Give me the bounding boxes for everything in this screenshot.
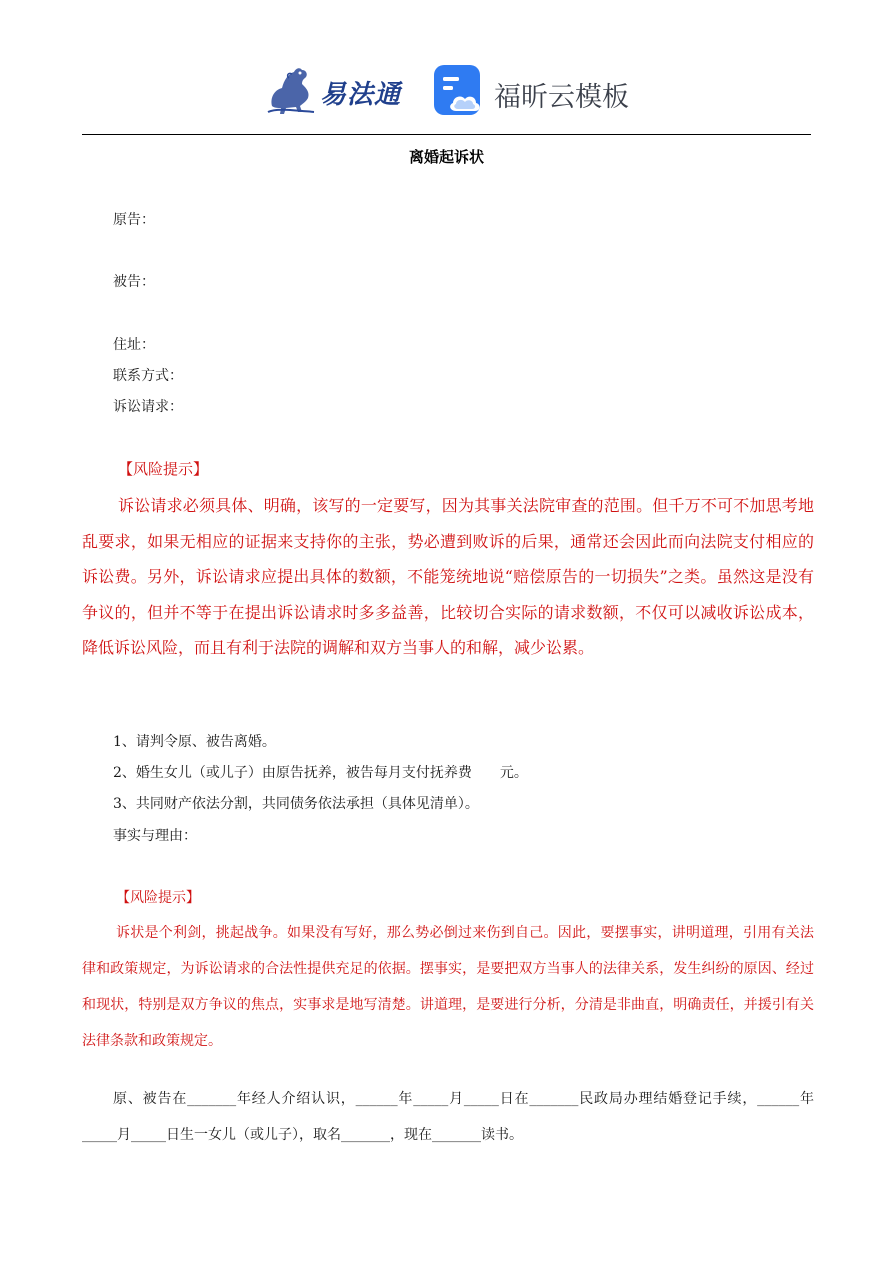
- facts-paragraph: 原、被告在_______年经人介绍认识，______年_____月_____日在_______民政局办理结婚登记手续，______年_____月_____日生一女儿（或儿子），取名_______，现在_______读书。: [82, 1091, 814, 1143]
- yifatong-logo: [262, 62, 417, 118]
- claim-item: 2、婚生女儿（或儿子）由原告抚养，被告每月支付抚养费 元。: [113, 765, 528, 781]
- risk-tip-body: 诉讼请求必须具体、明确，该写的一定要写，因为其事关法院审查的范围。但千万不可不加思考地乱要求，如果无相应的证据来支持你的主张，势必遭到败诉的后果，通常还会因此而向法院支付相应的诉讼费。另外，诉讼请求应提出具体的数额，不能笼统地说“赔偿原告的一切损失”之类。虽然这是没有争议的，但并不等于在提出诉讼请求时多多益善，比较切合实际的请求数额，不仅可以减收诉讼成本，降低诉讼风险，而且有利于法院的调解和双方当事人的和解，减少讼累。: [82, 496, 814, 657]
- claim-item: 1、请判令原、被告离婚。: [113, 734, 276, 750]
- risk-tip-heading: 【风险提示】: [118, 460, 209, 478]
- address-label: 住址：: [113, 337, 155, 353]
- claims-label: 诉讼请求：: [113, 399, 183, 415]
- document-title: 离婚起诉状: [408, 148, 484, 166]
- claim-item: 3、共同财产依法分割，共同债务依法承担（具体见清单）。: [113, 796, 479, 812]
- cloud-document-icon: [434, 65, 484, 117]
- contact-label: 联系方式：: [113, 368, 183, 384]
- horse-icon: [262, 62, 320, 118]
- yifatong-brand-text: 易法通: [320, 80, 402, 110]
- page-header: [0, 58, 893, 124]
- fuxin-logo: [434, 62, 654, 118]
- risk-tip-heading: 【风险提示】: [116, 890, 200, 906]
- facts-label: 事实与理由：: [113, 828, 197, 844]
- fuxin-brand-text: 福昕云模板: [494, 82, 629, 113]
- risk-tip-body: 诉状是个利剑，挑起战争。如果没有写好，那么势必倒过来伤到自己。因此，要摆事实，讲明道理，引用有关法律和政策规定，为诉讼请求的合法性提供充足的依据。摆事实，是要把双方当事人的法律关系，发生纠纷的原因、经过和现状，特别是双方争议的焦点，实事求是地写清楚。讲道理，是要进行分析，分清是非曲直，明确责任，并援引有关法律条款和政策规定。: [82, 925, 814, 1049]
- header-divider: [82, 134, 811, 135]
- plaintiff-label: 原告：: [113, 212, 155, 228]
- defendant-label: 被告：: [113, 274, 155, 290]
